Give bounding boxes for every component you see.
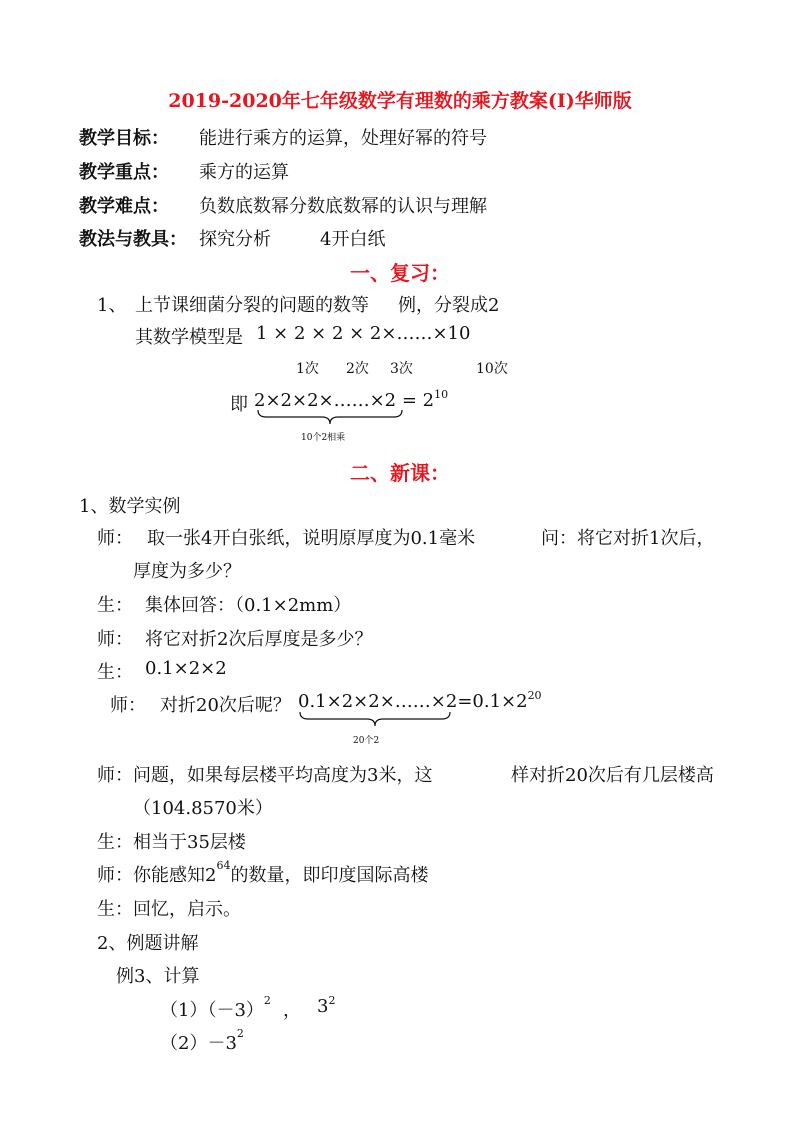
- example-1b-base: 3: [317, 996, 329, 1017]
- example-title: 例3、计算: [116, 966, 200, 987]
- teacher-text-5-post: 的数量，即印度国际高楼: [230, 865, 429, 886]
- power-base: 2×2×2×……×2: [254, 390, 397, 411]
- student-text-2: 0.1×2×2: [145, 658, 227, 679]
- teacher-text-4b: 样对折20次后有几层楼高: [511, 765, 714, 786]
- key-label: 教学重点：: [79, 162, 169, 183]
- goal-text: 能进行乘方的运算，处理好幂的符号: [199, 128, 487, 149]
- teacher-text-3: 对折20次后呢？: [160, 695, 291, 716]
- example-1-separator: ，: [283, 1000, 301, 1021]
- underbrace-1: [256, 408, 404, 426]
- times-3: 3次: [390, 361, 413, 377]
- student-text-4: 生：回忆，启示。: [97, 899, 241, 920]
- example-1b: [317, 996, 335, 1017]
- page-title: 2019-2020年七年级数学有理数的乘方教案(I)华师版: [168, 90, 632, 112]
- fold-exponent: 20: [527, 689, 542, 702]
- model-expression: 1 × 2 × 2 × 2×……×10: [256, 323, 471, 344]
- review-item-text: 上节课细菌分裂的问题的数等: [135, 295, 369, 316]
- teacher-text-1: 取一张4开白张纸，说明原厚度为0.1毫米: [147, 528, 476, 549]
- key-text: 乘方的运算: [199, 162, 289, 183]
- example-2: [160, 1029, 244, 1055]
- goal-label: 教学目标：: [79, 128, 169, 149]
- student-text-3: 生：相当于35层楼: [97, 832, 246, 853]
- teacher-label-2: 师：: [97, 629, 133, 650]
- teacher-text-1-cont: 厚度为多少？: [133, 561, 241, 582]
- power-exponent: 10: [434, 388, 449, 401]
- teacher-label-1: 师：: [97, 528, 133, 549]
- times-1: 1次: [296, 361, 319, 377]
- teacher-text-2: 将它对折2次后厚度是多少？: [145, 629, 373, 650]
- teacher-text-4-cont: （104.8570米）: [133, 798, 273, 819]
- student-text-1: 集体回答：（0.1×2mm）: [145, 595, 352, 616]
- times-10: 10次: [476, 361, 508, 377]
- brace-label-2: 20个2: [353, 736, 380, 746]
- difficulty-label: 教学难点：: [79, 196, 169, 217]
- method-text: 探究分析: [199, 229, 271, 250]
- teacher-text-5-exp: 64: [216, 859, 231, 872]
- review-item-text-2: 例，分裂成2: [398, 295, 500, 316]
- ji-text: 即: [230, 394, 248, 415]
- review-heading: 一、复习：: [350, 261, 450, 285]
- example-2-exp: 2: [236, 1027, 244, 1040]
- method-label: 教法与教具：: [79, 229, 187, 250]
- example-1-expr: （1）（－3）: [160, 1000, 264, 1021]
- section-1-title: 1、数学实例: [79, 496, 181, 517]
- tool-text: 4开白纸: [320, 229, 386, 250]
- example-1b-exp: 2: [328, 994, 336, 1007]
- teacher-label-3: 师：: [110, 695, 146, 716]
- example-2-expr: （2）－3: [160, 1033, 237, 1054]
- fold-base: 0.1×2×2×……×2: [298, 691, 458, 712]
- teacher-text-4: 师：问题，如果每层楼平均高度为3米，这: [97, 765, 433, 786]
- example-1-exp: 2: [263, 994, 271, 1007]
- newlesson-heading: 二、新课：: [350, 461, 450, 485]
- student-label-1: 生：: [97, 595, 133, 616]
- fold-equals: =0.1×2: [457, 691, 528, 712]
- underbrace-2: [298, 710, 452, 728]
- teacher-text-1b: 问：将它对折1次后，: [541, 528, 715, 549]
- review-item-number: 1、: [97, 295, 127, 316]
- section-2-title: 2、例题讲解: [97, 933, 199, 954]
- difficulty-text: 负数底数幂分数底数幂的认识与理解: [199, 196, 487, 217]
- teacher-text-5: [97, 861, 428, 887]
- model-label: 其数学模型是: [135, 327, 243, 348]
- teacher-text-5-pre: 师：你能感知2: [97, 865, 217, 886]
- student-label-2: 生：: [97, 662, 133, 683]
- power-equals: = 2: [396, 390, 435, 411]
- brace-label-1: 10个2相乘: [301, 433, 346, 443]
- example-1: [160, 996, 271, 1022]
- fold-expression: [298, 691, 542, 712]
- times-2: 2次: [346, 361, 369, 377]
